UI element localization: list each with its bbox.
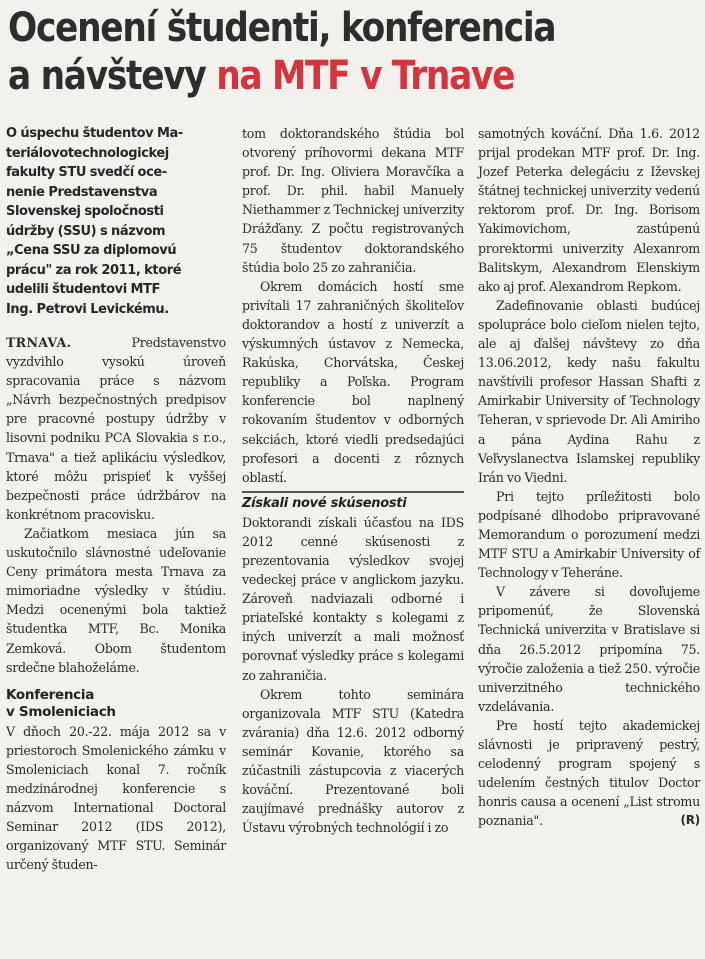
body-paragraph: V dňoch 20.-22. mája 2012 sa v priestoroch Smolenického zámku v Smoleniciach konal 7. ročník medzinárodnej konferencie s názvom International Doctoral Seminar 2012 (IDS 2012), organizovaný MTF STU. Seminár určený študen- — [6, 723, 226, 873]
body-paragraph: Začiatkom mesiaca jún sa uskutočnilo slávnostné udeľovanie Ceny primátora mesta Trnava za mimoriadne výsledky v štúdiu. Medzi ocenenými bola taktiež študentka MTF, Bc. Monika Zemková. Obom študentom srdečne blahoželáme. — [6, 525, 226, 675]
column-3 — [478, 124, 700, 830]
body-paragraph: Okrem domácich hostí sme privítali 17 zahraničných školiteľov doktorandov a hostí z univerzít a výskumných ústavov z Nemecka, Rakúska, Chorvátska, Českej republiky a Poľska. Program konferencie bol naplnený rokovaním študentov v odborných sekciách, ktoré viedli predsedajúci profesori a docenti z rôznych oblastí. — [242, 278, 464, 485]
body-paragraph: samotných kováční. Dňa 1.6. 2012 prijal prodekan MTF prof. Dr. Ing. Jozef Peterka delegáciu z Iževskej štátnej technickej univerzity vedenú rektorom prof. Dr. Ing. Borisom Yakimovichom, zastúpenú prorektormi univerzity Alexanrom Balitskym, Alexandrom Elenskiym ako aj prof. Alexandrom Repkom. — [478, 126, 700, 294]
headline-line-1: Ocenení študenti, konferencia — [8, 5, 556, 51]
column-2 — [242, 124, 464, 837]
subheading-line: v Smoleniciach — [6, 703, 116, 720]
lead-line: Slovenskej spoločnosti — [6, 204, 164, 219]
paragraph-text: Pre hostí tejto akademickej slávnosti je pripravený pestrý, celodenný program spojený s udelením čestných titulov Doctor honris causa a ocenení „List stromu poznania". — [478, 717, 700, 829]
lead-line: nenie Predstavenstva — [6, 184, 158, 200]
body-paragraph: Pri tejto príležitosti bolo podpísané dlhodobo pripravované Memorandum o porozumení medzi MTF STU a Amirkabir University of Technology v Teheráne. — [478, 488, 700, 581]
lead-line: prácu" za rok 2011, ktoré — [6, 262, 182, 278]
lead-line: O úspechu študentov Ma- — [6, 126, 183, 141]
lead-line: údržby (SSU) s názvom — [6, 223, 166, 239]
lead-line: „Cena SSU za diplomovú — [6, 243, 177, 258]
subheading-line: Konferencia — [6, 686, 95, 703]
lead-paragraph — [6, 124, 226, 319]
dateline: TRNAVA. — [6, 335, 72, 350]
headline-line-2 — [8, 52, 601, 100]
subheading-konferencia — [6, 687, 226, 721]
headline-accent: na MTF v Trnave — [216, 53, 515, 99]
lead-line: udelili študentovi MTF — [6, 282, 160, 297]
lead-line: fakulty STU svedčí oce- — [6, 165, 167, 180]
paragraph-text: Predstavenstvo vyzdvihlo vysokú úroveň spracovania práce s názvom „Návrh bezpečnostných predpisov pre pracovné postupy údržby v lisovni podniku PCA Slovakia s r.o., Trnava" a tiež aplikáciu výsledkov, ktoré môžu prispieť k vyššej bezpečnosti práce údržbárov na konkrétnom pracovisku. — [6, 335, 226, 522]
body-paragraph: Zadefinovanie oblasti budúcej spolupráce bolo cieľom nielen tejto, ale aj ďalšej návštevy zo dňa 13.06.2012, kedy našu fakultu navštívili profesor Hassan Shafti z Amirkabir University of Technology Teheran, v sprievode Dr. Ali Amiriho a pána Aydina Rahu z Veľvyslanectva Islamskej republiky Irán vo Viedni. — [478, 297, 700, 485]
subheading-ziskali: Získali nové skúsenosti — [242, 491, 464, 513]
lead-line: Ing. Petrovi Levickému. — [6, 301, 169, 317]
body-paragraph — [6, 333, 226, 524]
body-paragraph: V závere si dovoľujeme pripomenúť, že Slovenská Technická univerzita v Bratislave si dňa 26.5.2012 pripomína 75. výročie založenia a tiež 250. výročie univerzitného technického vzdelávania. — [478, 584, 700, 714]
body-paragraph: Doktorandi získali účasťou na IDS 2012 cenné skúsenosti z prezentovania výsledkov svojej vedeckej práce v anglickom jazyku. Zároveň nadviazali odborné i priateľské kontakty s kolegami z iných univerzít a mali možnosť porovnať výsledky práce s kolegami zo zahraničia. — [242, 514, 464, 683]
body-paragraph — [478, 716, 700, 831]
author-signature: (R) — [680, 813, 700, 828]
body-paragraph: Okrem tohto seminára organizovala MTF STU (Katedra zvárania) dňa 12.6. 2012 odborný seminár Kovanie, ktorého sa zúčastnili zástupcovia z viacerých kováční. Prezentované boli zaujímavé prednášky autorov z Ústavu výrobných technológií i zo — [242, 686, 464, 836]
lead-line: teriálovotechnologickej — [6, 145, 169, 161]
column-1 — [6, 124, 226, 874]
article-headline — [8, 4, 601, 100]
body-paragraph: tom doktorandského štúdia bol otvorený príhovormi dekana MTF prof. Dr. Ing. Oliviera Moravčíka a prof. Dr. phil. habil Manuely Niethammer z Technickej univerzity Drážďany. Z počtu registrovaných 75 študentov doktorandského štúdia bolo 25 zo zahraničia. — [242, 126, 464, 275]
headline-line-2-start: a návštevy — [8, 53, 217, 99]
